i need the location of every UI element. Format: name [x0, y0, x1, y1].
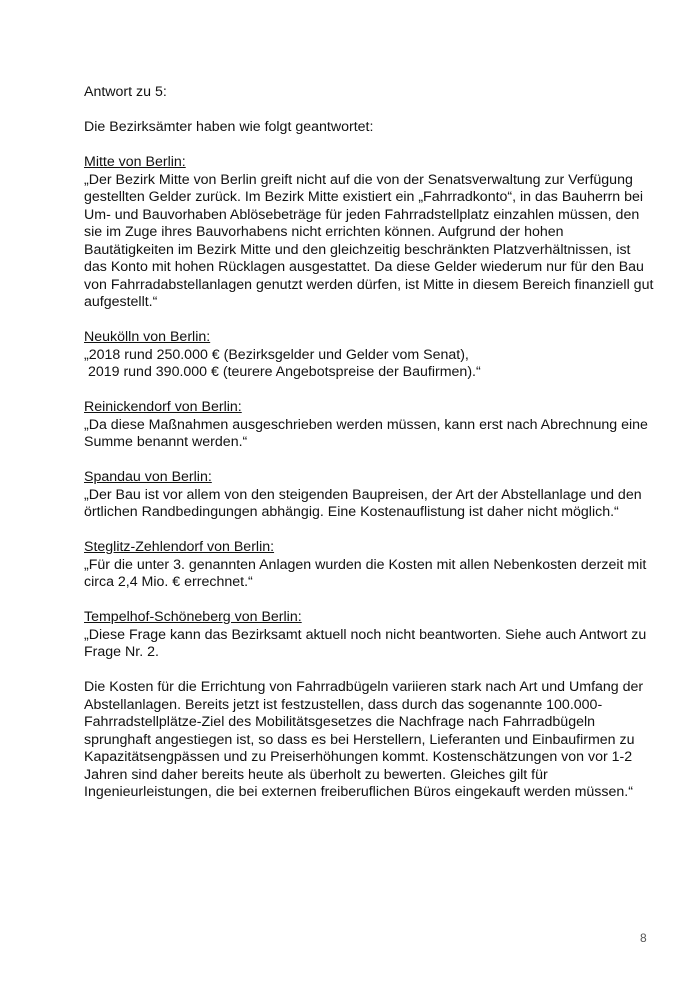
section-text-line: aufgestellt.“ — [84, 294, 158, 310]
section-title: Steglitz-Zehlendorf von Berlin: — [84, 539, 275, 555]
section-text-line: das Konto mit hohen Rücklagen ausgestattet. Da diese Gelder wiederum nur für den Bau — [84, 259, 644, 275]
section-text-line: örtlichen Randbedingungen abhängig. Eine Kostenauflistung ist daher nicht möglich.“ — [84, 504, 619, 520]
section-title: Reinickendorf von Berlin: — [84, 399, 242, 415]
closing-text-line: sprunghaft angestiegen ist, so dass es bei Herstellern, Lieferanten und Einbaufirmen zu — [84, 731, 635, 748]
section-text-line: Bautätigkeiten im Bezirk Mitte und den gleichzeitig beschränkten Platzverhältnissen, ist — [84, 241, 631, 258]
section-text-line: „2018 rund 250.000 € (Bezirksgelder und Gelder vom Senat), — [84, 346, 469, 363]
closing-text-line: Fahrradstellplätze-Ziel des Mobilitätsgesetzes die Nachfrage nach Fahrradbügeln — [84, 714, 596, 730]
section-text-line: „Für die unter 3. genannten Anlagen wurden die Kosten mit allen Nebenkosten derzeit mit — [84, 556, 647, 573]
section-text-line: „Der Bezirk Mitte von Berlin greift nicht auf die von der Senatsverwaltung zur Verfügung — [84, 171, 633, 188]
answer-heading: Antwort zu 5: — [84, 84, 167, 100]
closing-text-line: Abstellanlagen. Bereits jetzt ist festzustellen, dass durch das sogenannte 100.000- — [84, 696, 603, 713]
section-text-line: „Der Bau ist vor allem von den steigenden Baupreisen, der Art der Abstellanlage und den — [84, 486, 642, 503]
section-text-line: circa 2,4 Mio. € errechnet.“ — [84, 574, 253, 590]
section-spandau — [84, 469, 650, 522]
section-title: Tempelhof-Schöneberg von Berlin: — [84, 609, 302, 625]
closing-text-line: Kapazitätsengpässen und zu Preiserhöhungen kommt. Kostenschätzungen von vor 1-2 — [84, 749, 633, 765]
section-text-line: Um- und Bauvorhaben Ablösebeträge für jeden Fahrradstellplatz einzahlen müssen, den — [84, 206, 640, 223]
closing-text-line: Die Kosten für die Errichtung von Fahrradbügeln variieren stark nach Art und Umfang der — [84, 679, 644, 695]
section-text-line: gestellten Gelder zurück. Im Bezirk Mitte existiert ein „Fahrradkonto“, in das Bauherrn bei — [84, 189, 644, 205]
closing-text-line: Jahren sind daher bereits heute als überholt zu bewerten. Gleiches gilt für — [84, 766, 548, 783]
section-tempelhof-schoeneberg — [84, 609, 650, 662]
closing-text-line: Ingenieurleistungen, die bei externen freiberuflichen Büros eingekauft werden müssen.“ — [84, 784, 633, 800]
section-mitte — [84, 154, 654, 312]
section-title: Mitte von Berlin: — [84, 154, 186, 170]
section-text-line: sie im Zuge ihres Bauvorhabens nicht errichten können. Aufgrund der hohen — [84, 224, 564, 240]
section-text-line: Summe benannt werden.“ — [84, 434, 248, 450]
section-reinickendorf — [84, 399, 650, 452]
document-page — [84, 84, 654, 819]
section-text-line: „Da diese Maßnahmen ausgeschrieben werden müssen, kann erst nach Abrechnung eine — [84, 416, 648, 433]
intro-text: Die Bezirksämter haben wie folgt geantwortet: — [84, 119, 374, 135]
section-text-line: „Diese Frage kann das Bezirksamt aktuell noch nicht beantworten. Siehe auch Antwort zu — [84, 626, 647, 643]
section-text-line: Frage Nr. 2. — [84, 644, 159, 660]
section-steglitz-zehlendorf — [84, 539, 650, 592]
section-neukoelln — [84, 329, 650, 382]
section-text-line: von Fahrradabstellanlagen genutzt werden dürfen, ist Mitte in diesem Bereich finanziell gut — [84, 276, 654, 293]
page-number: 8 — [640, 931, 647, 945]
closing-paragraph — [84, 679, 650, 802]
section-title: Neukölln von Berlin: — [84, 329, 211, 345]
section-text-line: 2019 rund 390.000 € (teurere Angebotspreise der Baufirmen).“ — [84, 364, 481, 380]
section-title: Spandau von Berlin: — [84, 469, 212, 485]
